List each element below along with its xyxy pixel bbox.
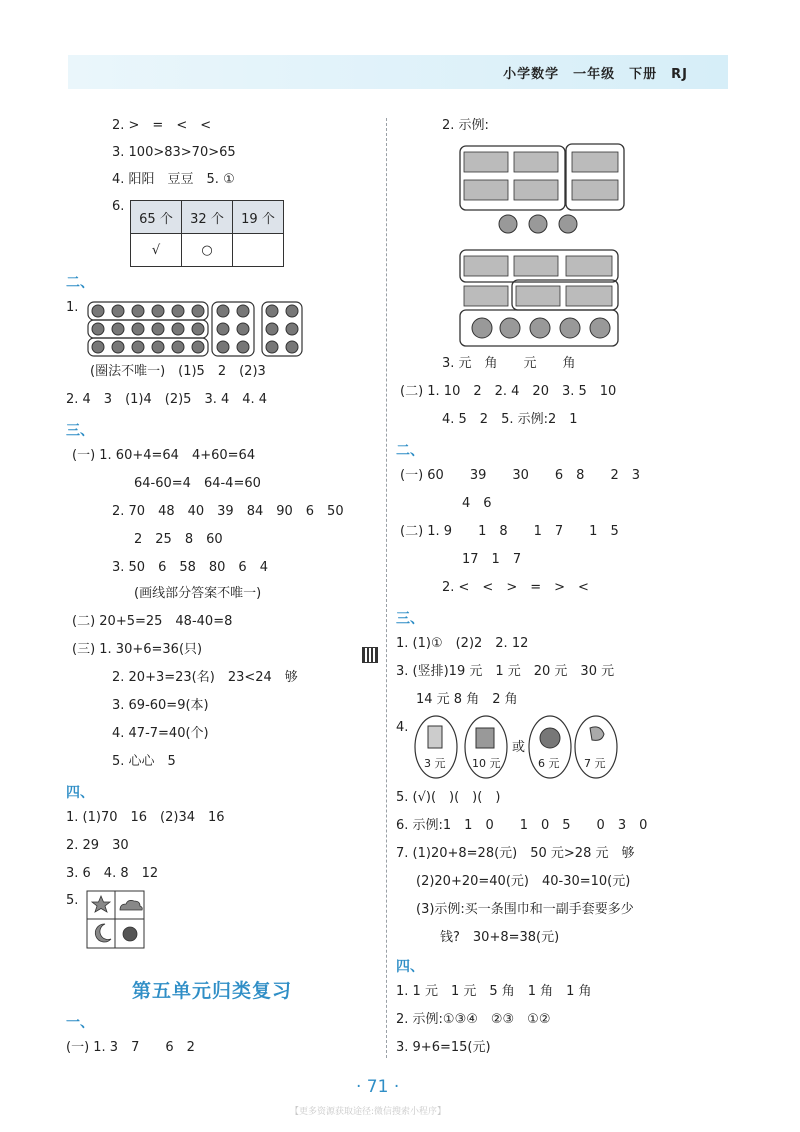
- table-mark-cell: ○: [182, 234, 233, 267]
- answer-r3-7b: (2)20+20=40(元) 40-30=10(元): [416, 874, 631, 889]
- right-section-heading-2: 二、: [396, 443, 424, 459]
- page-header: [68, 55, 728, 89]
- qr-code-icon: [363, 648, 377, 662]
- answer-r3-5: 5. (√)( )( )( ): [396, 790, 501, 805]
- answer-l3: 3. 100>83>70>65: [112, 145, 236, 160]
- answer-r2b: (二) 1. 9 1 8 1 7 1 5: [400, 524, 619, 539]
- answer-r2a2: 4 6: [462, 496, 492, 511]
- answer-s2-2: 2. 4 3 (1)4 (2)5 3. 4 4. 4: [66, 392, 268, 407]
- answer-r3-3b: 14 元 8 角 2 角: [416, 692, 518, 707]
- answer-s3-a2b: 2 25 8 60: [134, 532, 223, 547]
- section-heading-2: 二、: [66, 275, 94, 291]
- answer-r3-6: 6. 示例:1 1 0 1 0 5 0 3 0: [396, 818, 648, 833]
- table-header-cell: 65 个: [131, 201, 182, 234]
- answer-r2b2: 17 1 7: [462, 552, 522, 567]
- table-mark-cell: √: [131, 234, 182, 267]
- answer-r4-1: 1. 1 元 1 元 5 角 1 角 1 角: [396, 984, 592, 999]
- answer-l6-label: 6.: [112, 199, 125, 214]
- answer-s3-b: (二) 20+5=25 48-40=8: [72, 614, 233, 629]
- table-header-cell: 19 个: [233, 201, 284, 234]
- right-section-heading-3: 三、: [396, 611, 424, 627]
- answer-r3: 3. 元 角 元 角: [442, 356, 576, 371]
- answer-rb2: 4. 5 2 5. 示例:2 1: [442, 412, 578, 427]
- moon-icon: [95, 924, 111, 942]
- answer-r3-4: 4.: [396, 720, 409, 735]
- answer-r3-7c: (3)示例:买一条围巾和一副手套要多少: [416, 902, 634, 917]
- answer-r3-3: 3. (竖排)19 元 1 元 20 元 30 元: [396, 664, 615, 679]
- answer-s3-c3: 3. 69-60=9(本): [112, 698, 209, 713]
- price-label: 3 元: [424, 757, 446, 770]
- bag-icon: [476, 728, 494, 748]
- phone-icon: [590, 727, 604, 741]
- apple-grouping-figure: [86, 300, 306, 358]
- bottle-icon: [428, 726, 442, 748]
- or-label: 或: [512, 740, 526, 755]
- section-heading-4: 四、: [66, 785, 94, 801]
- ball-icon: [540, 728, 560, 748]
- answer-s3-a3-note: (画线部分答案不唯一): [134, 586, 262, 601]
- answer-s3-a1: (一) 1. 60+4=64 4+60=64: [72, 448, 256, 463]
- answer-r3-7d: 钱? 30+8=38(元): [440, 930, 560, 945]
- footer-watermark: 【更多资源获取途径:微信搜索小程序】: [290, 1107, 447, 1117]
- answer-s3-c4: 4. 47-7=40(个): [112, 726, 209, 741]
- cloud-icon: [120, 900, 142, 910]
- answer-s2-note: (圈法不唯一) (1)5 2 (2)3: [90, 364, 266, 379]
- answer-r4-3: 3. 9+6=15(元): [396, 1040, 491, 1055]
- page-number: · 71 ·: [356, 1077, 400, 1097]
- shape-grid-figure: [86, 890, 146, 950]
- answer-r2c: 2. < < > = > <: [442, 580, 589, 595]
- answer-r2a: (一) 60 39 30 6 8 2 3: [400, 468, 640, 483]
- answer-s4-2: 2. 29 30: [66, 838, 129, 853]
- price-label: 7 元: [584, 757, 606, 770]
- answer-r3-7a: 7. (1)20+8=28(元) 50 元>28 元 够: [396, 846, 635, 861]
- price-label: 10 元: [472, 757, 501, 770]
- money-grouping-figure: [458, 140, 628, 350]
- answer-s3-a3: 3. 50 6 58 80 6 4: [112, 560, 268, 575]
- header-title: 小学数学 一年级 下册 RJ: [503, 67, 688, 82]
- star-icon: [92, 896, 110, 912]
- answer-table: [130, 200, 284, 267]
- answer-r2: 2. 示例:: [442, 118, 489, 133]
- answer-s4-3: 3. 6 4. 8 12: [66, 866, 159, 881]
- answer-s3-a2: 2. 70 48 40 39 84 90 6 50: [112, 504, 344, 519]
- answer-l2: 2. > = < <: [112, 118, 212, 133]
- answer-s2-1: 1.: [66, 300, 79, 315]
- price-label: 6 元: [538, 757, 560, 770]
- right-section-heading-4: 四、: [396, 959, 424, 975]
- answer-s3-c1: (三) 1. 30+6=36(只): [72, 642, 203, 657]
- answer-l4: 4. 阳阳 豆豆 5. ①: [112, 172, 235, 187]
- unit-title: 第五单元归类复习: [132, 980, 293, 1002]
- section-heading-1b: 一、: [66, 1015, 94, 1031]
- answer-s3-c5: 5. 心心 5: [112, 754, 176, 769]
- answer-r3-1: 1. (1)① (2)2 2. 12: [396, 636, 529, 651]
- table-header-cell: 32 个: [182, 201, 233, 234]
- answer-rb1: (二) 1. 10 2 2. 4 20 3. 5 10: [400, 384, 617, 399]
- answer-s4-1: 1. (1)70 16 (2)34 16: [66, 810, 225, 825]
- answer-s4-5: 5.: [66, 893, 79, 908]
- sun-icon: [123, 927, 137, 941]
- answer-s1b-1: (一) 1. 3 7 6 2: [66, 1040, 195, 1055]
- answer-s3-c2: 2. 20+3=23(名) 23<24 够: [112, 670, 298, 685]
- column-divider: [386, 118, 387, 1058]
- section-heading-3: 三、: [66, 423, 94, 439]
- answer-s3-a1b: 64-60=4 64-4=60: [134, 476, 261, 491]
- answer-r4-2: 2. 示例:①③④ ②③ ①②: [396, 1012, 551, 1027]
- table-mark-cell: [233, 234, 284, 267]
